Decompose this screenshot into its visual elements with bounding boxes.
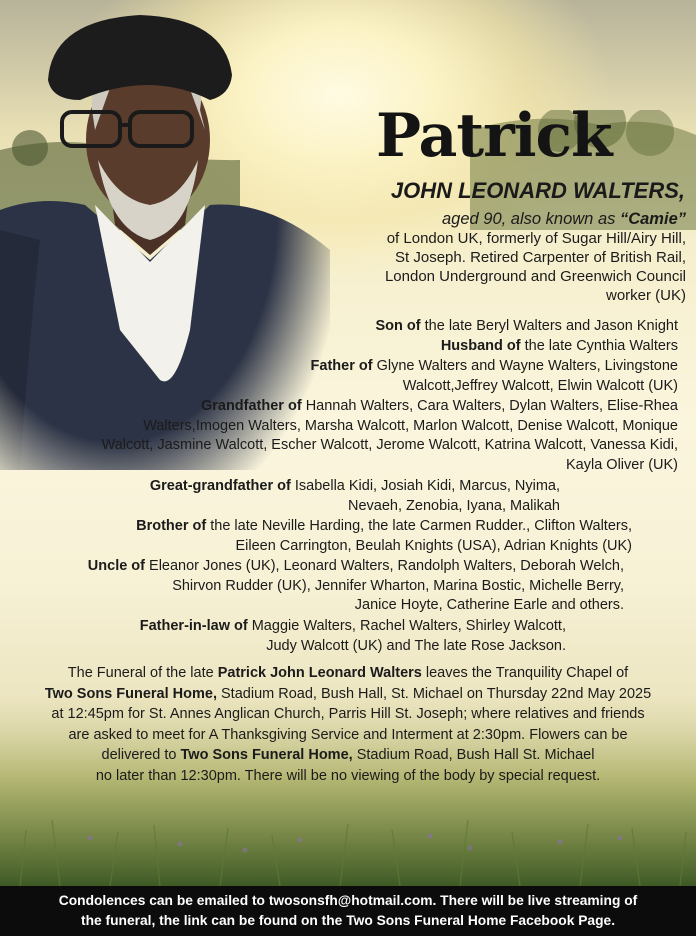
- great-grandfather-of-label: Great-grandfather of: [149, 478, 291, 494]
- funeral-text-2: leaves the Tranquility Chapel of: [421, 665, 629, 681]
- funeral-details: [14, 663, 682, 786]
- uncle-of-label: Uncle of: [87, 558, 145, 574]
- deceased-first-name: Patrick: [376, 101, 612, 171]
- funeral-deceased-name: Patrick John Leonard Walters: [217, 665, 422, 681]
- great-grandfather-of-line-2: Nevaeh, Zenobia, Iyana, Malikah: [348, 497, 560, 514]
- father-of-label: Father of: [310, 358, 373, 374]
- nickname: “Camie”: [619, 210, 686, 228]
- intro-paragraph: [330, 210, 686, 305]
- funeral-text-8: no later than 12:30pm. There will be no viewing of the body by special request.: [95, 767, 601, 784]
- funeral-text-7: Stadium Road, Bush Hall St. Michael: [352, 747, 595, 763]
- condolences-footer: [0, 886, 696, 936]
- funeral-text-1: The Funeral of the late: [67, 665, 218, 681]
- intro-line-1: of London UK, formerly of Sugar Hill/Airy Hill,: [386, 230, 686, 247]
- age-line: [442, 210, 686, 228]
- grandfather-of-line-3: Walcott, Jasmine Walcott, Escher Walcott, Jerome Walcott, Katrina Walcott, Vanessa Kidi,: [101, 437, 678, 453]
- footer-line-1: Condolences can be emailed to twosonsfh@hotmail.com. There will be live streaming of: [58, 893, 638, 908]
- brother-of-line-2: Eileen Carrington, Beulah Knights (USA), Adrian Knights (UK): [235, 537, 632, 554]
- son-of-label: Son of: [375, 318, 421, 334]
- age-text: aged 90, also known as: [442, 210, 620, 228]
- father-in-law-of-label: Father-in-law of: [139, 618, 248, 634]
- father-of-block: [311, 357, 678, 396]
- funeral-text-5: are asked to meet for A Thanksgiving Service and Interment at 2:30pm. Flowers can be: [68, 726, 628, 743]
- son-of-text: the late Beryl Walters and Jason Knight: [420, 318, 678, 334]
- husband-of-text: the late Cynthia Walters: [520, 338, 678, 354]
- brother-of-block: [136, 517, 632, 556]
- father-in-law-of-block: [140, 617, 566, 656]
- father-in-law-of-line-2: Judy Walcott (UK) and The late Rose Jackson.: [266, 637, 566, 654]
- funeral-home-name-2: Two Sons Funeral Home,: [180, 747, 353, 763]
- grandfather-of-label: Grandfather of: [200, 398, 302, 414]
- deceased-full-name: JOHN LEONARD WALTERS,: [390, 178, 685, 203]
- son-of-line: [376, 317, 678, 337]
- intro-line-4: worker (UK): [605, 287, 686, 304]
- funeral-text-6: delivered to: [101, 747, 181, 763]
- father-of-line-2: Walcott,Jeffrey Walcott, Elwin Walcott (UK): [402, 377, 678, 394]
- husband-of-label: Husband of: [440, 338, 521, 354]
- intro-line-3: London Underground and Greenwich Council: [384, 268, 686, 285]
- funeral-text-3: Stadium Road, Bush Hall, St. Michael on Thursday 22nd May 2025: [216, 685, 652, 702]
- uncle-of-block: [88, 557, 624, 616]
- intro-line-2: St Joseph. Retired Carpenter of British Rail,: [395, 249, 686, 266]
- great-grandfather-of-line-1: Isabella Kidi, Josiah Kidi, Marcus, Nyima,: [290, 478, 560, 494]
- funeral-text-4: at 12:45pm for St. Annes Anglican Church, Parris Hill St. Joseph; where relatives and friends: [51, 706, 645, 722]
- footer-line-2: the funeral, the link can be found on the Two Sons Funeral Home Facebook Page.: [80, 913, 616, 928]
- brother-of-line-1: the late Neville Harding, the late Carmen Rudder., Clifton Walters,: [206, 518, 632, 534]
- grandfather-of-line-4: Kayla Oliver (UK): [566, 456, 678, 473]
- great-grandfather-of-block: [150, 477, 560, 516]
- grandfather-of-block: [102, 397, 678, 475]
- uncle-of-line-1: Eleanor Jones (UK), Leonard Walters, Randolph Walters, Deborah Welch,: [145, 558, 624, 574]
- brother-of-label: Brother of: [136, 518, 207, 534]
- father-in-law-of-line-1: Maggie Walters, Rachel Walters, Shirley Walcott,: [247, 618, 566, 634]
- uncle-of-line-3: Janice Hoyte, Catherine Earle and others.: [354, 597, 624, 613]
- father-of-line-1: Glyne Walters and Wayne Walters, Livingstone: [372, 358, 678, 374]
- grandfather-of-line-1: Hannah Walters, Cara Walters, Dylan Walters, Elise-Rhea: [301, 398, 678, 414]
- uncle-of-line-2: Shirvon Rudder (UK), Jennifer Wharton, Marina Bostic, Michelle Berry,: [172, 577, 624, 594]
- husband-of-line: [441, 337, 678, 357]
- grandfather-of-line-2: Walters,Imogen Walters, Marsha Walcott, Marlon Walcott, Denise Walcott, Monique: [143, 417, 678, 434]
- funeral-home-name: Two Sons Funeral Home,: [44, 685, 217, 702]
